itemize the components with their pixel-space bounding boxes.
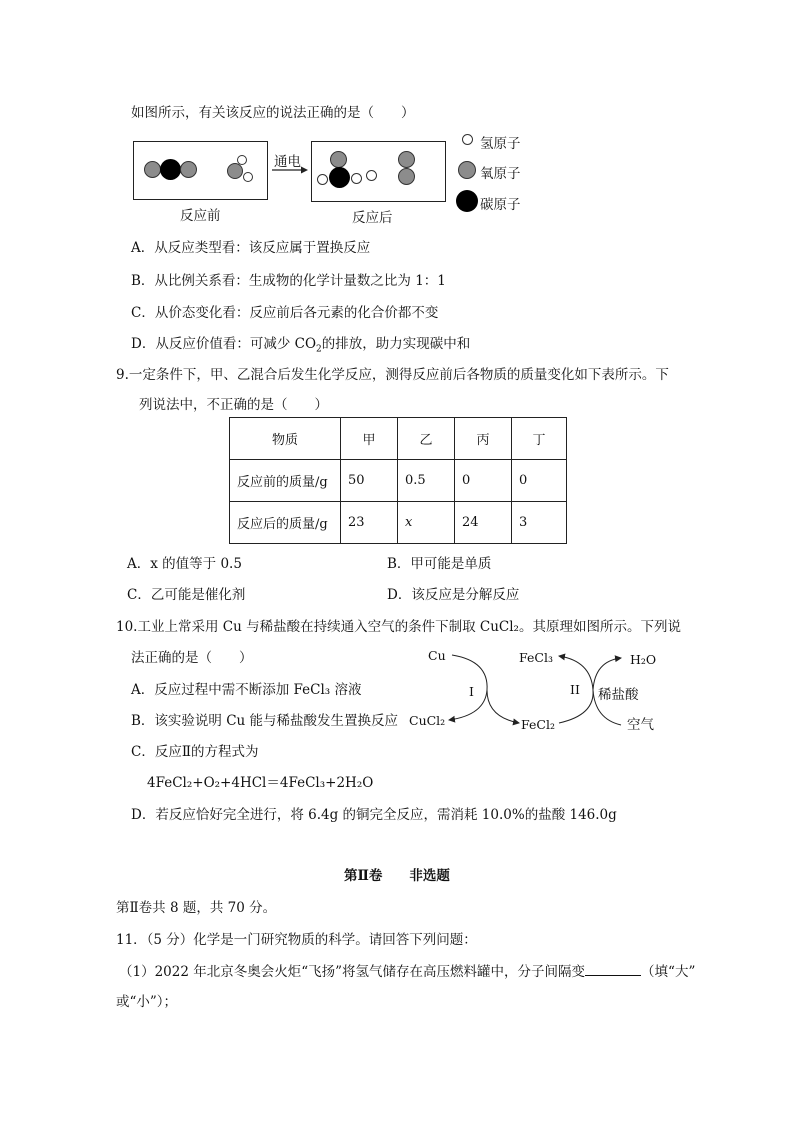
oxygen-atom [398,151,415,168]
cycle-arc-bottom-right [487,690,519,723]
q9-stem-line2: 列说法中，不正确的是（ ） [139,397,328,413]
cycle-air: 空气 [627,717,654,733]
legend-oxygen-icon [458,161,476,179]
cycle-cu: Cu [428,648,446,663]
table-cell: 0 [455,460,512,502]
legend-hydrogen-label: 氢原子 [480,136,521,152]
cycle-roman-1: I [469,684,474,699]
oxygen-atom [227,163,243,179]
table-header-cell: 物质 [230,418,341,460]
q10-option-b: B．该实验说明 Cu 能与稀盐酸发生置换反应 [131,713,399,729]
table-cell: x [398,502,455,544]
section-title: 第Ⅱ卷 非选题 [344,868,450,884]
q8-option-c: C．从价态变化看：反应前后各元素的化合价都不变 [131,305,439,321]
q8-option-b: B．从比例关系看：生成物的化学计量数之比为 1：1 [131,273,446,289]
cycle-hcl: 稀盐酸 [598,687,639,703]
table-cell: 50 [341,460,398,502]
table-header-cell: 乙 [398,418,455,460]
q10-option-c-equation: 4FeCl₂+O₂+4HCl＝4FeCl₃+2H₂O [147,775,374,791]
oxygen-atom [144,161,161,178]
cycle-fecl2: FeCl₂ [521,717,555,732]
hydrogen-atom [317,174,328,185]
q10-option-a: A．反应过程中需不断添加 FeCl₃ 溶液 [131,682,362,698]
q10-stem-line2: 法正确的是（ ） [131,650,253,666]
cycle-h2o: H₂O [630,652,657,667]
table-row [230,460,567,502]
legend-carbon-icon [456,190,478,212]
hydrogen-atom [366,170,377,181]
oxygen-atom [180,161,197,178]
carbon-atom [329,167,350,188]
cycle-cucl2: CuCl₂ [409,713,446,728]
q9-option-d: D．该反应是分解反应 [387,587,520,603]
table-cell: 23 [341,502,398,544]
table-header-cell: 甲 [341,418,398,460]
table-header-cell: 丙 [455,418,512,460]
table-row [230,502,567,544]
q8-option-d: D．从反应价值看：可减少 $CO_2$的排放，助力实现碳中和 [131,336,471,355]
section-intro: 第Ⅱ卷共 8 题，共 70 分。 [116,900,277,916]
mass-table [229,417,567,544]
table-cell: 0 [512,460,567,502]
answer-blank[interactable] [585,963,641,976]
carbon-atom [160,159,181,180]
hydrogen-atom [243,172,253,182]
hydrogen-atom [351,173,362,184]
cycle-roman-2: II [570,682,580,697]
reaction-arrow [271,165,309,175]
oxygen-atom [330,151,347,168]
cycle-arc-left-bottom [449,690,487,720]
legend-carbon-label: 碳原子 [480,197,521,213]
q10-option-d: D．若反应恰好完全进行，将 6.4g 的铜完全反应，需消耗 10.0%的盐酸 146.0g [131,807,617,823]
arrow-label: 通电 [274,154,301,170]
oxygen-atom [398,168,415,185]
table-cell: 24 [455,502,512,544]
q8-stem: 如图所示，有关该反应的说法正确的是（ ） [131,105,415,121]
table-header-row [230,418,567,460]
q9-option-a: A．x 的值等于 0.5 [127,556,242,572]
legend-oxygen-label: 氧原子 [480,166,521,182]
table-cell: 反应前的质量/g [230,460,341,502]
before-label: 反应前 [180,208,221,224]
table-cell: 3 [512,502,567,544]
q9-stem-line1: 9.一定条件下，甲、乙混合后发生化学反应，测得反应前后各物质的质量变化如下表所示。下 [116,367,669,383]
q9-option-b: B．甲可能是单质 [387,556,492,572]
q11-stem: 11．（5 分）化学是一门研究物质的科学。请回答下列问题： [116,932,477,948]
q11-sub1-line1: （1）2022 年北京冬奥会火炬“飞扬”将氢气储存在高压燃料罐中，分子间隔变 （填“大” [119,964,696,980]
table-cell: 0.5 [398,460,455,502]
q10-stem-line1: 10.工业上常采用 Cu 与稀盐酸在持续通入空气的条件下制取 CuCl₂。其原理如图所示。下列说 [116,619,681,635]
q8-option-a: A．从反应类型看：该反应属于置换反应 [131,240,371,256]
q9-option-c: C．乙可能是催化剂 [127,587,246,603]
q11-sub1-line2: 或“小”）； [116,994,178,1010]
cycle-fecl3: FeCl₃ [519,650,553,665]
after-label: 反应后 [352,210,393,226]
legend-hydrogen-icon [462,134,473,145]
table-cell: 反应后的质量/g [230,502,341,544]
table-header-cell: 丁 [512,418,567,460]
q10-option-c: C．反应Ⅱ的方程式为 [131,744,259,760]
